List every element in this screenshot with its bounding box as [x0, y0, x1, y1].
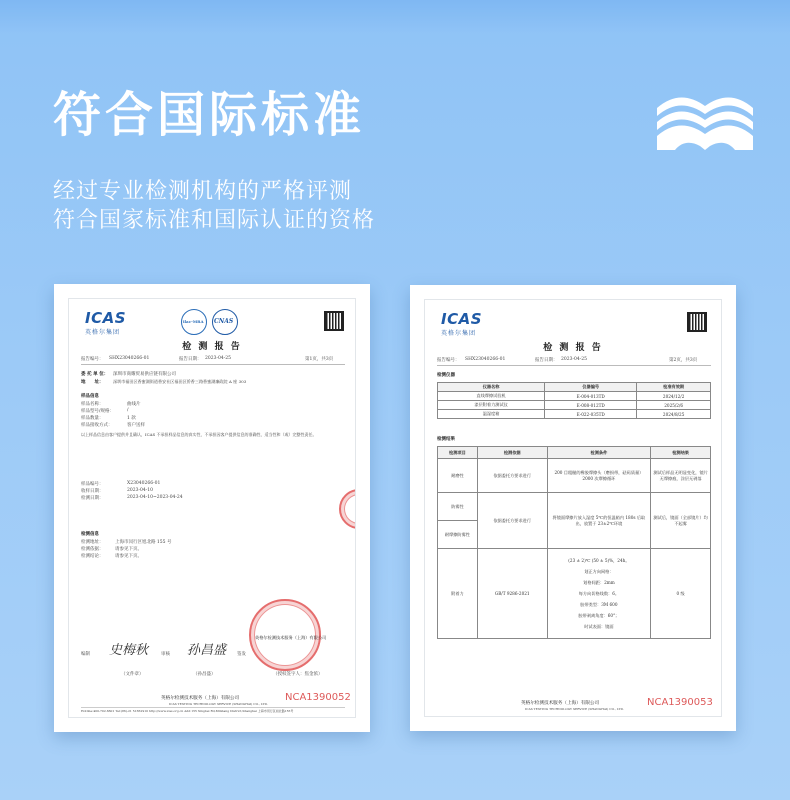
sample-section: 样品信息: [81, 394, 99, 399]
top-gradient-band: [0, 0, 790, 34]
result-section: 检测结果: [437, 437, 455, 442]
table-row: 防雾性 依据委托方要求进行 将镜面摩擦片放入湿度 5℃的恒温箱内 180s 后取出，放置于 23±2℃环境 测试后，镜面（全部镜片）均不起雾: [438, 493, 711, 521]
report-frame-1: [54, 284, 370, 732]
report-page: 第2页，共3页: [669, 358, 698, 363]
sign-compile-label: 编制: [81, 652, 90, 657]
test-date-label: 检测日期：: [81, 496, 104, 501]
address-label: 地 址：: [81, 380, 104, 385]
report-date: 2023-04-25: [561, 357, 587, 362]
sample-qty-label: 样品数量：: [81, 416, 104, 421]
table-row: 直线摩擦试验机 E-004-013TD 2024/12/2: [438, 392, 711, 401]
table-header-cell: 仪器编号: [545, 383, 637, 392]
result-table: [437, 446, 711, 639]
footer-company: 英格尔检测技术服务（上海）有限公司: [161, 696, 240, 701]
test-result: 请参见下页。: [115, 554, 142, 559]
disclaimer: 以上样品信息由客户提供并且确认，ICAS 不承担样品信息的真实性，不承担因客户提供信息的准确性、适当性和（或）完整性责任。: [81, 432, 317, 437]
signature-review: 孙昌盛: [187, 643, 227, 658]
client-value: 深圳市商耀贸易供应链有限公司: [113, 372, 176, 377]
report-no-label: 报告编号：: [81, 357, 104, 362]
sample-method-label: 样品接收方式：: [81, 423, 113, 428]
ilac-mra-label: ilac-MRA: [183, 319, 204, 324]
nca-code: NCA1390052: [285, 692, 351, 703]
table-header-cell: 检测项目: [438, 447, 478, 459]
footer-company-en: ICAS TESTING TECHNOLOGY SERVICE (SHANGHAI) CO., LTD.: [525, 707, 624, 711]
report-date-label: 报告日期：: [179, 357, 202, 362]
table-header: [438, 383, 711, 392]
report-date-label: 报告日期：: [535, 358, 558, 363]
footer-contact: Hotline:400-702-6601 Tel:(86)-21 51652910 http://www.icas.org.cn Add:155 Xingbei Rd,Minhang District,Shanghai 上海市闵行区旭北路155号: [81, 709, 294, 713]
cnas-label: CNAS: [214, 318, 234, 325]
table-row: 漆层附着力测试仪 E-008-012TD 2025/2/6: [438, 401, 711, 410]
report-no: SHX23040266-01: [465, 357, 506, 362]
table-header: [438, 447, 711, 459]
table-row: 耐磨性 依据委托方要求进行 200 目粗糙的橡胶摩擦头（磨损带，砝码质量）2000 次摩擦循环 测试后样品无明显变化，镜片无摩擦痕，涂层无剥落: [438, 459, 711, 493]
sample-model-label: 样品型号/规格：: [81, 409, 115, 414]
table-header-cell: 检准有效期: [637, 383, 711, 392]
sign-approve-label: 签发: [237, 652, 246, 657]
table-header-cell: 检测依据: [477, 447, 547, 459]
signer2-role: （孙昌盛）: [193, 672, 216, 677]
receive-date: 2023-04-10: [127, 488, 153, 493]
footer-company: 英格尔检测技术服务（上海）有限公司: [521, 701, 600, 706]
sample-model: /: [127, 408, 129, 413]
subtitle-line-1: 经过专业检测机构的严格评测: [53, 179, 353, 204]
icas-logo: ICAS 英格尔集团: [85, 309, 127, 336]
sample-name: 曲线片: [127, 402, 141, 407]
subtitle-line-2: 符合国家标准和国际认证的资格: [53, 208, 376, 233]
sample-method: 客户送样: [127, 423, 145, 428]
qr-code-icon: [687, 312, 707, 332]
table-header-cell: 仪器名称: [438, 383, 545, 392]
test-date: 2023-04-10~2023-04-24: [127, 495, 183, 500]
sample-no-label: 样品编号：: [81, 482, 104, 487]
client-label: 委 托 单 位：: [81, 372, 109, 377]
signature-compile: 史梅秋: [109, 643, 149, 658]
signer3-role: （授权签字人：焦金浓）: [273, 672, 323, 677]
test-address: 上海市闵行区旭北路 155 号: [115, 540, 172, 545]
report-frame-2: [410, 285, 736, 731]
edge-seal: [339, 489, 356, 529]
table-row: 温湿度箱 E-022-035TD 2024/8/25: [438, 410, 711, 419]
table-row: 附着力 GB/T 9286-2021 (23 ± 2)℃ (50 ± 5)%，24h。 划正方向网格： 划格间距：2mm 每方向切格线数：6。 胶带类型：3M 600 胶带剥离角度：60°； 时试表面：镜面 0 级: [438, 549, 711, 639]
seal-company-name: 英格尔检测技术服务（上海）有限公司: [255, 635, 327, 640]
test-result-label: 检测结论：: [81, 554, 104, 559]
qr-code-icon: [324, 311, 344, 331]
signer1-role: （文件章）: [121, 672, 144, 677]
page-headline: 符合国际标准: [53, 87, 366, 143]
footer-company-en: ICAS TESTING TECHNOLOGY SERVICE (SHANGHAI) CO., LTD.: [169, 702, 268, 706]
test-info-section: 检测信息: [81, 532, 99, 537]
receive-date-label: 收样日期：: [81, 489, 104, 494]
report-page: 第1页，共3页: [305, 357, 334, 362]
sample-no: X23040266-01: [127, 481, 161, 486]
equipment-table: [437, 382, 711, 419]
report-document-2: [424, 299, 722, 717]
icas-logo: ICAS 英格尔集团: [441, 310, 483, 337]
test-basis: 请参见下页。: [115, 547, 142, 552]
report-no-label: 报告编号：: [437, 358, 460, 363]
report-no: SHX23040266-01: [109, 356, 150, 361]
test-address-label: 检测地址：: [81, 540, 104, 545]
report-date: 2023-04-25: [205, 356, 231, 361]
sample-qty: 1 款: [127, 416, 136, 421]
sign-review-label: 审核: [161, 652, 170, 657]
test-basis-label: 检测依据：: [81, 547, 104, 552]
book-icon: [655, 88, 755, 150]
report-document-1: [68, 298, 356, 718]
address-value: 深圳市福田区香蜜湖街道香安社区福田区侨香三路香蜜湖廉政院 A 座 303: [113, 379, 247, 384]
sample-name-label: 样品名称：: [81, 402, 104, 407]
table-header-cell: 检测条件: [547, 447, 651, 459]
nca-code: NCA1390053: [647, 697, 713, 708]
table-row: 耐摩擦防雾性: [438, 521, 711, 549]
report-title: 检 测 报 告: [543, 343, 603, 353]
report-title: 检 测 报 告: [182, 342, 242, 352]
table-header-cell: 检测结果: [651, 447, 711, 459]
equipment-section: 检测仪器: [437, 373, 455, 378]
